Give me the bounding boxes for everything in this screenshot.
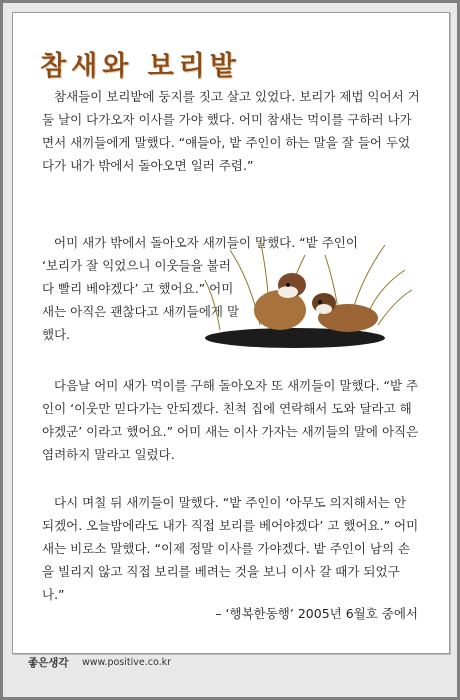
paragraph-4-text: 다시 며칠 뒤 새끼들이 말했다. “밭 주인이 ‘아무도 의지해서는 안 되겠어. 오늘밤에라도 내가 직접 보리를 베어야겠다’ 고 했어요.” 어미 새는 비로소 말했다. “이제 정말 이사를 가야겠다. 밭 주인이 남의 손을 빌리지 않고 직접 보리를 베려는 것을 보니 이사 갈 때가 되었구나.”: [42, 495, 419, 602]
paragraph-1: [42, 85, 422, 177]
paragraph-2b-text: ‘보리가 잘 익었으니 이웃들을 불러다 빨리 베야겠다’ 고 했어요.” 어미 새는 아직은 괜찮다고 새끼들에게 말했다.: [42, 258, 240, 342]
paragraph-1-text: 참새들이 보리밭에 둥지를 짓고 살고 있었다. 보리가 제법 익어서 거둘 날이 다가오자 이사를 가야 했다. 어미 참새는 먹이를 구하러 나가면서 새끼들에게 말했다. “얘들아, 밭 주인이 하는 말을 잘 들어 두었다가 내가 밖에서 돌아오면 일러 주렴.”: [42, 89, 420, 173]
paragraph-3: [42, 374, 422, 466]
footer-logo: 좋은생각: [28, 657, 69, 669]
paragraph-4: [42, 491, 422, 606]
source-citation: – ‘행복한동행’ 2005년 6월호 중에서: [215, 606, 418, 621]
paragraph-3-text: 다음날 어미 새가 먹이를 구해 돌아오자 또 새끼들이 말했다. “밭 주인이 ‘이웃만 믿다가는 안되겠다. 친척 집에 연락해서 도와 달라고 해야겠군’ 이라고 했어요.” 어미 새는 이사 가자는 새끼들의 말에 아직은 염려하지 말라고 일렀다.: [42, 378, 419, 462]
paragraph-2a-text: 어미 새가 밖에서 돌아오자 새끼들이 말했다. “밭 주인이: [54, 235, 358, 250]
sparrows-illustration: [200, 230, 415, 355]
footer-url[interactable]: www.positive.co.kr: [82, 657, 172, 668]
story-title: 참새와 보리밭: [40, 51, 241, 82]
